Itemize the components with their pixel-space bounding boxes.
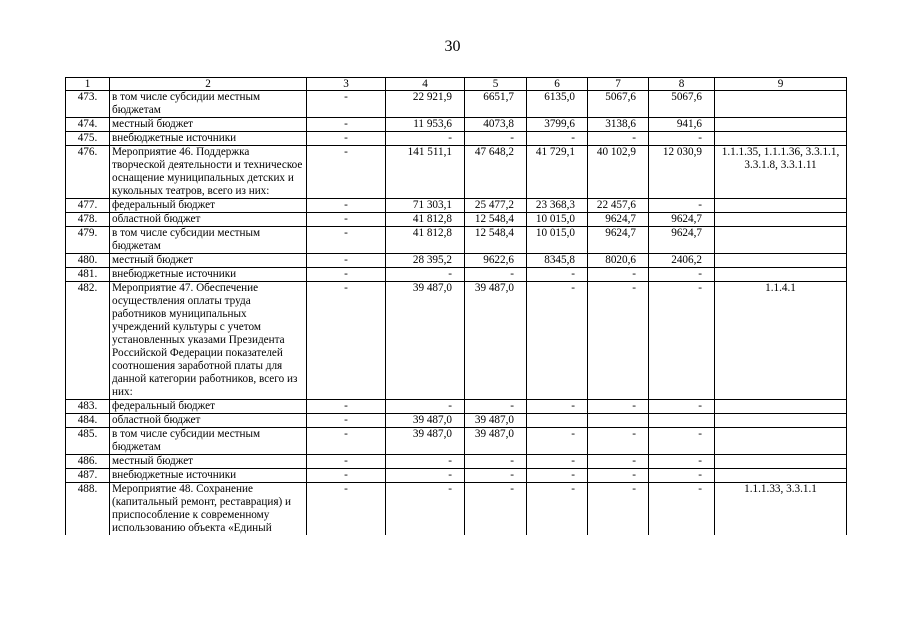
value-col-4: 141 511,1 (386, 146, 465, 199)
value-col-4: - (386, 400, 465, 414)
row-number: 478. (66, 213, 110, 227)
source-cell: - (307, 414, 386, 428)
value-col-4: 11 953,6 (386, 118, 465, 132)
value-col-8: - (649, 400, 715, 414)
value-col-8: 2406,2 (649, 254, 715, 268)
row-number: 487. (66, 469, 110, 483)
row-name: внебюджетные источники (110, 469, 307, 483)
row-number: 477. (66, 199, 110, 213)
source-cell: - (307, 132, 386, 146)
value-col-8: - (649, 132, 715, 146)
header-cell: 7 (588, 78, 649, 91)
row-number: 475. (66, 132, 110, 146)
header-cell: 5 (465, 78, 527, 91)
indicator-ref (715, 414, 847, 428)
table-row (66, 414, 847, 428)
row-name: Мероприятие 48. Сохранение (капитальный ремонт, реставрация) и приспособление к современному использованию объекта «Единый (110, 483, 307, 536)
indicator-ref (715, 455, 847, 469)
table-row (66, 146, 847, 199)
value-col-8: 9624,7 (649, 213, 715, 227)
header-cell: 4 (386, 78, 465, 91)
value-col-5: - (465, 455, 527, 469)
value-col-4: 39 487,0 (386, 282, 465, 400)
row-number: 476. (66, 146, 110, 199)
row-number: 486. (66, 455, 110, 469)
header-cell: 2 (110, 78, 307, 91)
source-cell: - (307, 428, 386, 455)
value-col-8 (649, 414, 715, 428)
value-col-6: 8345,8 (527, 254, 588, 268)
indicator-ref (715, 213, 847, 227)
row-name: федеральный бюджет (110, 199, 307, 213)
value-col-8: - (649, 199, 715, 213)
row-name: внебюджетные источники (110, 268, 307, 282)
budget-table (65, 77, 847, 535)
value-col-7: - (588, 428, 649, 455)
table-row (66, 254, 847, 268)
value-col-8: 9624,7 (649, 227, 715, 254)
source-cell: - (307, 268, 386, 282)
indicator-ref: 1.1.1.35, 1.1.1.36, 3.3.1.1, 3.3.1.8, 3.3.1.11 (715, 146, 847, 199)
indicator-ref (715, 400, 847, 414)
value-col-5: 9622,6 (465, 254, 527, 268)
page-number: 30 (444, 38, 461, 55)
source-cell: - (307, 213, 386, 227)
table-row (66, 455, 847, 469)
value-col-8: - (649, 455, 715, 469)
source-cell: - (307, 118, 386, 132)
table-row (66, 118, 847, 132)
row-number: 485. (66, 428, 110, 455)
value-col-6: 41 729,1 (527, 146, 588, 199)
value-col-7: - (588, 282, 649, 400)
row-name: в том числе субсидии местным бюджетам (110, 428, 307, 455)
value-col-7: - (588, 132, 649, 146)
source-cell: - (307, 469, 386, 483)
header-cell: 8 (649, 78, 715, 91)
table-row (66, 469, 847, 483)
value-col-4: - (386, 455, 465, 469)
value-col-6: 3799,6 (527, 118, 588, 132)
value-col-6: - (527, 455, 588, 469)
value-col-6: 6135,0 (527, 91, 588, 118)
header-cell: 9 (715, 78, 847, 91)
value-col-7: - (588, 483, 649, 536)
value-col-4: 71 303,1 (386, 199, 465, 213)
table-row (66, 282, 847, 400)
value-col-7: 9624,7 (588, 213, 649, 227)
value-col-6: - (527, 132, 588, 146)
value-col-6: - (527, 469, 588, 483)
value-col-7: - (588, 455, 649, 469)
value-col-6: - (527, 428, 588, 455)
source-cell: - (307, 282, 386, 400)
value-col-7: 5067,6 (588, 91, 649, 118)
value-col-4: 28 395,2 (386, 254, 465, 268)
value-col-7: 40 102,9 (588, 146, 649, 199)
value-col-7: - (588, 400, 649, 414)
indicator-ref (715, 91, 847, 118)
header-row (66, 78, 847, 91)
value-col-8: 5067,6 (649, 91, 715, 118)
value-col-5: 6651,7 (465, 91, 527, 118)
value-col-7: 3138,6 (588, 118, 649, 132)
value-col-5: 12 548,4 (465, 213, 527, 227)
row-number: 482. (66, 282, 110, 400)
source-cell: - (307, 254, 386, 268)
value-col-4: - (386, 132, 465, 146)
value-col-8: - (649, 469, 715, 483)
header-cell: 6 (527, 78, 588, 91)
value-col-8: - (649, 483, 715, 536)
value-col-4: 41 812,8 (386, 213, 465, 227)
indicator-ref (715, 469, 847, 483)
row-number: 474. (66, 118, 110, 132)
source-cell: - (307, 400, 386, 414)
row-name: Мероприятие 46. Поддержка творческой деятельности и техническое оснащение муниципальных детских и кукольных театров, всего из них: (110, 146, 307, 199)
indicator-ref (715, 132, 847, 146)
row-number: 483. (66, 400, 110, 414)
table-row (66, 91, 847, 118)
table-row (66, 400, 847, 414)
header-cell: 1 (66, 78, 110, 91)
value-col-5: 25 477,2 (465, 199, 527, 213)
value-col-8: 941,6 (649, 118, 715, 132)
source-cell: - (307, 455, 386, 469)
value-col-4: - (386, 469, 465, 483)
value-col-5: 12 548,4 (465, 227, 527, 254)
indicator-ref (715, 118, 847, 132)
row-number: 481. (66, 268, 110, 282)
value-col-5: 4073,8 (465, 118, 527, 132)
value-col-5: 47 648,2 (465, 146, 527, 199)
indicator-ref (715, 268, 847, 282)
source-cell: - (307, 91, 386, 118)
row-name: федеральный бюджет (110, 400, 307, 414)
indicator-ref: 1.1.1.33, 3.3.1.1 (715, 483, 847, 536)
row-name: местный бюджет (110, 118, 307, 132)
source-cell: - (307, 199, 386, 213)
value-col-6: 10 015,0 (527, 213, 588, 227)
source-cell: - (307, 146, 386, 199)
table-row (66, 483, 847, 536)
value-col-7: 22 457,6 (588, 199, 649, 213)
value-col-8: - (649, 268, 715, 282)
value-col-5: - (465, 400, 527, 414)
value-col-5: - (465, 483, 527, 536)
source-cell: - (307, 483, 386, 536)
value-col-5: 39 487,0 (465, 282, 527, 400)
value-col-6: 10 015,0 (527, 227, 588, 254)
value-col-6: - (527, 400, 588, 414)
table-row (66, 428, 847, 455)
value-col-4: 22 921,9 (386, 91, 465, 118)
value-col-7: - (588, 469, 649, 483)
value-col-5: 39 487,0 (465, 428, 527, 455)
source-cell: - (307, 227, 386, 254)
table-row (66, 199, 847, 213)
row-name: местный бюджет (110, 455, 307, 469)
indicator-ref (715, 428, 847, 455)
row-name: областной бюджет (110, 414, 307, 428)
header-cell: 3 (307, 78, 386, 91)
value-col-8: 12 030,9 (649, 146, 715, 199)
value-col-8: - (649, 428, 715, 455)
value-col-7: 9624,7 (588, 227, 649, 254)
value-col-4: - (386, 268, 465, 282)
row-name: местный бюджет (110, 254, 307, 268)
value-col-5: - (465, 132, 527, 146)
value-col-6: 23 368,3 (527, 199, 588, 213)
value-col-5: - (465, 268, 527, 282)
row-number: 484. (66, 414, 110, 428)
indicator-ref (715, 227, 847, 254)
value-col-4: 41 812,8 (386, 227, 465, 254)
value-col-5: - (465, 469, 527, 483)
value-col-4: - (386, 483, 465, 536)
row-name: Мероприятие 47. Обеспечение осуществления оплаты труда работников муниципальных учреждений культуры с учетом установленных указами Президента Российской Федерации показателей соотношения заработной платы для данной категории работников, всего из них: (110, 282, 307, 400)
value-col-4: 39 487,0 (386, 428, 465, 455)
row-name: в том числе субсидии местным бюджетам (110, 227, 307, 254)
value-col-6: - (527, 483, 588, 536)
value-col-4: 39 487,0 (386, 414, 465, 428)
value-col-8: - (649, 282, 715, 400)
row-number: 488. (66, 483, 110, 536)
table-row (66, 227, 847, 254)
indicator-ref (715, 199, 847, 213)
row-name: в том числе субсидии местным бюджетам (110, 91, 307, 118)
indicator-ref: 1.1.4.1 (715, 282, 847, 400)
value-col-6: - (527, 282, 588, 400)
value-col-5: 39 487,0 (465, 414, 527, 428)
indicator-ref (715, 254, 847, 268)
table-row (66, 213, 847, 227)
value-col-6 (527, 414, 588, 428)
table-row (66, 132, 847, 146)
value-col-7 (588, 414, 649, 428)
row-name: внебюджетные источники (110, 132, 307, 146)
row-number: 480. (66, 254, 110, 268)
row-name: областной бюджет (110, 213, 307, 227)
value-col-7: 8020,6 (588, 254, 649, 268)
table-row (66, 268, 847, 282)
row-number: 479. (66, 227, 110, 254)
value-col-7: - (588, 268, 649, 282)
value-col-6: - (527, 268, 588, 282)
row-number: 473. (66, 91, 110, 118)
